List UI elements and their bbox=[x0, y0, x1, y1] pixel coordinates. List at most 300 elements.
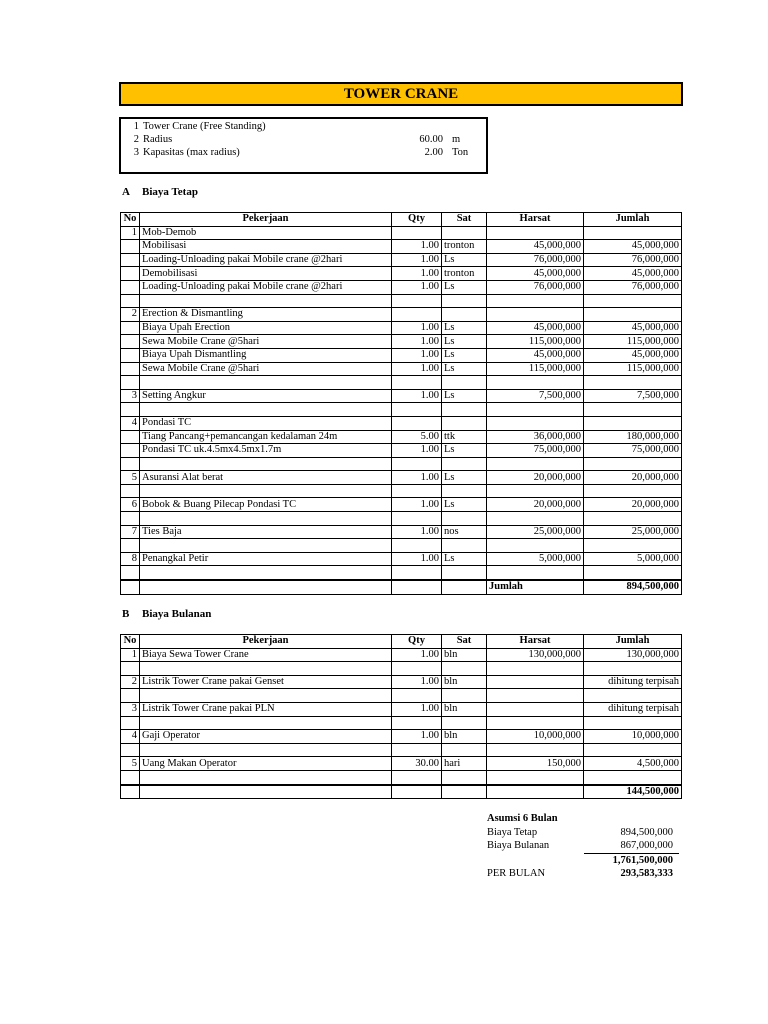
table-row bbox=[121, 430, 682, 444]
table-row bbox=[121, 348, 682, 362]
summary-title-row bbox=[487, 812, 679, 826]
cell-jumlah bbox=[584, 689, 682, 703]
total-value: 144,500,000 bbox=[584, 785, 682, 799]
table-total-row bbox=[121, 580, 682, 594]
header-sat: Sat bbox=[442, 213, 487, 227]
cell-pek: Pondasi TC uk.4.5mx4.5mx1.7m bbox=[140, 444, 392, 458]
cell-qty: 5.00 bbox=[392, 430, 442, 444]
cell-no: 8 bbox=[121, 552, 140, 566]
cell-jumlah: dihitung terpisah bbox=[584, 702, 682, 716]
cell-pek bbox=[140, 376, 392, 390]
table-row bbox=[121, 730, 682, 744]
cell-sat: Ls bbox=[442, 280, 487, 294]
crane-spec-box bbox=[119, 117, 488, 174]
total-blank-cell bbox=[121, 580, 140, 594]
spec-row bbox=[129, 120, 484, 133]
cell-harsat bbox=[487, 308, 584, 322]
cell-pek: Demobilisasi bbox=[140, 267, 392, 281]
cell-pek: Pondasi TC bbox=[140, 416, 392, 430]
header-no: No bbox=[121, 635, 140, 649]
total-blank-cell bbox=[140, 580, 392, 594]
cell-qty: 1.00 bbox=[392, 253, 442, 267]
cell-pek: Mobilisasi bbox=[140, 240, 392, 254]
cell-jumlah: 115,000,000 bbox=[584, 335, 682, 349]
cell-no bbox=[121, 539, 140, 553]
cell-sat: Ls bbox=[442, 389, 487, 403]
summary-label: Biaya Tetap bbox=[487, 826, 538, 838]
cell-no bbox=[121, 267, 140, 281]
cell-pek: Biaya Upah Dismantling bbox=[140, 348, 392, 362]
spec-text: Tower Crane (Free Standing) bbox=[143, 121, 266, 132]
cell-jumlah: 76,000,000 bbox=[584, 280, 682, 294]
table-row bbox=[121, 240, 682, 254]
cell-jumlah: 20,000,000 bbox=[584, 498, 682, 512]
cell-no bbox=[121, 770, 140, 784]
table-row bbox=[121, 321, 682, 335]
table-row bbox=[121, 457, 682, 471]
cell-sat: Ls bbox=[442, 335, 487, 349]
table-row bbox=[121, 389, 682, 403]
header-qty: Qty bbox=[392, 213, 442, 227]
cell-jumlah bbox=[584, 457, 682, 471]
cell-harsat: 10,000,000 bbox=[487, 730, 584, 744]
table-row bbox=[121, 552, 682, 566]
table-row bbox=[121, 648, 682, 662]
cell-qty: 1.00 bbox=[392, 444, 442, 458]
cell-harsat: 45,000,000 bbox=[487, 240, 584, 254]
cell-qty: 1.00 bbox=[392, 321, 442, 335]
cell-pek bbox=[140, 484, 392, 498]
section-a-label: Biaya Tetap bbox=[142, 186, 198, 198]
cell-sat: bln bbox=[442, 675, 487, 689]
cell-qty: 1.00 bbox=[392, 280, 442, 294]
total-label bbox=[487, 785, 584, 799]
cell-sat: bln bbox=[442, 730, 487, 744]
cell-pek: Loading-Unloading pakai Mobile crane @2hari bbox=[140, 280, 392, 294]
cell-qty: 1.00 bbox=[392, 552, 442, 566]
header-sat: Sat bbox=[442, 635, 487, 649]
cell-sat: Ls bbox=[442, 498, 487, 512]
cell-no bbox=[121, 484, 140, 498]
cell-qty bbox=[392, 308, 442, 322]
cell-no: 5 bbox=[121, 471, 140, 485]
cell-no bbox=[121, 376, 140, 390]
table-row bbox=[121, 335, 682, 349]
summary-total-row bbox=[487, 854, 679, 868]
cell-sat bbox=[442, 566, 487, 580]
cell-sat: nos bbox=[442, 525, 487, 539]
summary-value: 867,000,000 bbox=[620, 840, 673, 851]
cell-harsat bbox=[487, 539, 584, 553]
cell-pek: Uang Makan Operator bbox=[140, 757, 392, 771]
per-bulan-label: PER BULAN bbox=[487, 868, 546, 879]
cell-jumlah bbox=[584, 512, 682, 526]
cell-no bbox=[121, 280, 140, 294]
cell-harsat: 150,000 bbox=[487, 757, 584, 771]
cell-harsat bbox=[487, 743, 584, 757]
cell-harsat: 45,000,000 bbox=[487, 267, 584, 281]
cell-qty bbox=[392, 457, 442, 471]
spec-value: 60.00 bbox=[419, 134, 443, 145]
cell-pek bbox=[140, 294, 392, 308]
cell-sat bbox=[442, 716, 487, 730]
spec-no: 1 bbox=[133, 121, 139, 132]
cell-sat bbox=[442, 743, 487, 757]
cell-pek: Sewa Mobile Crane @5hari bbox=[140, 362, 392, 376]
table-total-row bbox=[121, 785, 682, 799]
cell-jumlah: 76,000,000 bbox=[584, 253, 682, 267]
cell-harsat: 130,000,000 bbox=[487, 648, 584, 662]
cell-qty: 1.00 bbox=[392, 525, 442, 539]
cell-no bbox=[121, 240, 140, 254]
cell-jumlah bbox=[584, 770, 682, 784]
cell-no: 1 bbox=[121, 648, 140, 662]
cell-jumlah bbox=[584, 539, 682, 553]
cell-qty: 1.00 bbox=[392, 702, 442, 716]
cell-sat bbox=[442, 539, 487, 553]
cell-jumlah: dihitung terpisah bbox=[584, 675, 682, 689]
table-row bbox=[121, 376, 682, 390]
cell-harsat bbox=[487, 416, 584, 430]
cell-harsat bbox=[487, 716, 584, 730]
cell-no bbox=[121, 662, 140, 676]
table-row bbox=[121, 512, 682, 526]
section-b-letter: B bbox=[122, 608, 130, 620]
cell-sat: bln bbox=[442, 702, 487, 716]
cell-harsat bbox=[487, 484, 584, 498]
cell-pek: Loading-Unloading pakai Mobile crane @2hari bbox=[140, 253, 392, 267]
cell-no bbox=[121, 294, 140, 308]
cell-sat bbox=[442, 403, 487, 417]
cell-jumlah bbox=[584, 226, 682, 240]
cell-jumlah: 45,000,000 bbox=[584, 348, 682, 362]
cell-jumlah bbox=[584, 376, 682, 390]
spec-row bbox=[129, 133, 484, 146]
table-row bbox=[121, 416, 682, 430]
cell-harsat: 115,000,000 bbox=[487, 362, 584, 376]
total-blank-cell bbox=[392, 785, 442, 799]
cell-jumlah: 45,000,000 bbox=[584, 267, 682, 281]
cell-qty bbox=[392, 539, 442, 553]
cell-jumlah bbox=[584, 484, 682, 498]
summary-label: Biaya Bulanan bbox=[487, 840, 550, 851]
cell-pek: Erection & Dismantling bbox=[140, 308, 392, 322]
cell-jumlah: 130,000,000 bbox=[584, 648, 682, 662]
cell-jumlah: 115,000,000 bbox=[584, 362, 682, 376]
cell-sat: Ls bbox=[442, 471, 487, 485]
cell-no bbox=[121, 335, 140, 349]
cell-pek: Gaji Operator bbox=[140, 730, 392, 744]
cell-qty: 1.00 bbox=[392, 389, 442, 403]
cell-no bbox=[121, 689, 140, 703]
cell-harsat: 7,500,000 bbox=[487, 389, 584, 403]
cell-no bbox=[121, 362, 140, 376]
cell-no bbox=[121, 716, 140, 730]
cell-qty bbox=[392, 743, 442, 757]
header-harsat: Harsat bbox=[487, 635, 584, 649]
cell-qty: 1.00 bbox=[392, 498, 442, 512]
summary-row bbox=[487, 839, 679, 854]
header-pekerjaan: Pekerjaan bbox=[140, 213, 392, 227]
cell-pek bbox=[140, 512, 392, 526]
cell-sat: tronton bbox=[442, 240, 487, 254]
table-row bbox=[121, 662, 682, 676]
cell-qty: 1.00 bbox=[392, 348, 442, 362]
cell-harsat: 25,000,000 bbox=[487, 525, 584, 539]
cell-jumlah: 45,000,000 bbox=[584, 240, 682, 254]
header-jumlah: Jumlah bbox=[584, 213, 682, 227]
table-row bbox=[121, 689, 682, 703]
cell-pek: Bobok & Buang Pilecap Pondasi TC bbox=[140, 498, 392, 512]
cell-pek bbox=[140, 770, 392, 784]
spec-no: 3 bbox=[133, 147, 139, 158]
cell-jumlah: 25,000,000 bbox=[584, 525, 682, 539]
cell-harsat: 20,000,000 bbox=[487, 498, 584, 512]
cell-no bbox=[121, 403, 140, 417]
section-b-label: Biaya Bulanan bbox=[142, 608, 212, 620]
cell-no bbox=[121, 321, 140, 335]
cell-no: 7 bbox=[121, 525, 140, 539]
cell-harsat bbox=[487, 770, 584, 784]
cell-qty: 1.00 bbox=[392, 362, 442, 376]
cell-harsat: 115,000,000 bbox=[487, 335, 584, 349]
total-blank-cell bbox=[392, 580, 442, 594]
cell-no bbox=[121, 253, 140, 267]
cell-qty bbox=[392, 376, 442, 390]
cell-harsat: 20,000,000 bbox=[487, 471, 584, 485]
cell-no bbox=[121, 512, 140, 526]
cell-qty bbox=[392, 689, 442, 703]
table-row bbox=[121, 525, 682, 539]
table-row bbox=[121, 702, 682, 716]
summary-per-bulan-row bbox=[487, 867, 679, 881]
cell-qty: 1.00 bbox=[392, 675, 442, 689]
cell-qty bbox=[392, 566, 442, 580]
cell-no: 1 bbox=[121, 226, 140, 240]
cell-sat bbox=[442, 770, 487, 784]
cell-harsat: 75,000,000 bbox=[487, 444, 584, 458]
table-row bbox=[121, 539, 682, 553]
cell-qty bbox=[392, 294, 442, 308]
page-title: TOWER CRANE bbox=[119, 82, 683, 106]
cell-qty: 1.00 bbox=[392, 730, 442, 744]
cell-jumlah: 5,000,000 bbox=[584, 552, 682, 566]
spec-row bbox=[129, 146, 484, 159]
cell-pek bbox=[140, 716, 392, 730]
cell-harsat: 45,000,000 bbox=[487, 348, 584, 362]
cell-jumlah bbox=[584, 403, 682, 417]
cell-no: 3 bbox=[121, 389, 140, 403]
cell-pek bbox=[140, 662, 392, 676]
table-row bbox=[121, 267, 682, 281]
header-jumlah: Jumlah bbox=[584, 635, 682, 649]
biaya-tetap-table bbox=[120, 212, 682, 595]
cell-harsat bbox=[487, 566, 584, 580]
cell-jumlah: 7,500,000 bbox=[584, 389, 682, 403]
cell-sat bbox=[442, 376, 487, 390]
cell-pek: Tiang Pancang+pemancangan kedalaman 24m bbox=[140, 430, 392, 444]
cell-qty: 1.00 bbox=[392, 648, 442, 662]
summary-row bbox=[487, 826, 679, 840]
cell-qty bbox=[392, 512, 442, 526]
header-qty: Qty bbox=[392, 635, 442, 649]
cell-qty bbox=[392, 403, 442, 417]
cell-jumlah bbox=[584, 416, 682, 430]
cell-sat: Ls bbox=[442, 253, 487, 267]
cell-harsat bbox=[487, 675, 584, 689]
cell-sat bbox=[442, 294, 487, 308]
cell-harsat: 76,000,000 bbox=[487, 253, 584, 267]
cell-pek: Biaya Upah Erection bbox=[140, 321, 392, 335]
biaya-bulanan-table bbox=[120, 634, 682, 799]
cell-jumlah: 4,500,000 bbox=[584, 757, 682, 771]
header-harsat: Harsat bbox=[487, 213, 584, 227]
cell-harsat bbox=[487, 662, 584, 676]
cell-pek bbox=[140, 403, 392, 417]
cell-jumlah bbox=[584, 308, 682, 322]
table-row bbox=[121, 566, 682, 580]
cell-pek bbox=[140, 457, 392, 471]
cell-harsat bbox=[487, 689, 584, 703]
cell-no: 6 bbox=[121, 498, 140, 512]
summary-title: Asumsi 6 Bulan bbox=[487, 813, 558, 824]
table-row bbox=[121, 498, 682, 512]
cell-harsat bbox=[487, 403, 584, 417]
total-blank-cell bbox=[121, 785, 140, 799]
table-row bbox=[121, 253, 682, 267]
cell-sat bbox=[442, 484, 487, 498]
summary-block bbox=[487, 812, 679, 881]
cell-qty: 1.00 bbox=[392, 471, 442, 485]
cell-no: 4 bbox=[121, 730, 140, 744]
cell-pek: Sewa Mobile Crane @5hari bbox=[140, 335, 392, 349]
cell-sat: Ls bbox=[442, 348, 487, 362]
cell-sat bbox=[442, 226, 487, 240]
cell-jumlah bbox=[584, 743, 682, 757]
table-row bbox=[121, 308, 682, 322]
cell-pek: Penangkal Petir bbox=[140, 552, 392, 566]
cell-qty bbox=[392, 662, 442, 676]
cell-harsat: 45,000,000 bbox=[487, 321, 584, 335]
table-row bbox=[121, 675, 682, 689]
cell-jumlah bbox=[584, 662, 682, 676]
cell-no bbox=[121, 566, 140, 580]
cell-jumlah: 45,000,000 bbox=[584, 321, 682, 335]
cell-pek: Mob-Demob bbox=[140, 226, 392, 240]
summary-value: 894,500,000 bbox=[620, 826, 673, 838]
cell-harsat bbox=[487, 294, 584, 308]
cell-pek: Listrik Tower Crane pakai Genset bbox=[140, 675, 392, 689]
cell-sat: Ls bbox=[442, 321, 487, 335]
cell-harsat: 76,000,000 bbox=[487, 280, 584, 294]
cell-harsat bbox=[487, 376, 584, 390]
table-row bbox=[121, 226, 682, 240]
cell-sat: ttk bbox=[442, 430, 487, 444]
cell-harsat bbox=[487, 512, 584, 526]
cell-jumlah: 180,000,000 bbox=[584, 430, 682, 444]
cell-no: 2 bbox=[121, 308, 140, 322]
total-blank-cell bbox=[140, 785, 392, 799]
cell-sat bbox=[442, 662, 487, 676]
cell-pek bbox=[140, 566, 392, 580]
cell-jumlah: 10,000,000 bbox=[584, 730, 682, 744]
section-a-letter: A bbox=[122, 186, 130, 198]
table-row bbox=[121, 294, 682, 308]
cell-harsat: 5,000,000 bbox=[487, 552, 584, 566]
cell-qty bbox=[392, 484, 442, 498]
cell-no bbox=[121, 743, 140, 757]
total-label: Jumlah bbox=[487, 580, 584, 594]
cell-harsat bbox=[487, 702, 584, 716]
cell-sat: Ls bbox=[442, 552, 487, 566]
table-row bbox=[121, 770, 682, 784]
cell-jumlah bbox=[584, 294, 682, 308]
cell-harsat bbox=[487, 457, 584, 471]
spec-text: Kapasitas (max radius) bbox=[143, 147, 240, 158]
cell-no: 2 bbox=[121, 675, 140, 689]
table-row bbox=[121, 403, 682, 417]
cell-sat: bln bbox=[442, 648, 487, 662]
cell-sat bbox=[442, 689, 487, 703]
table-row bbox=[121, 484, 682, 498]
cell-sat bbox=[442, 308, 487, 322]
cell-jumlah: 75,000,000 bbox=[584, 444, 682, 458]
cell-jumlah bbox=[584, 716, 682, 730]
cell-qty: 1.00 bbox=[392, 240, 442, 254]
cell-sat bbox=[442, 512, 487, 526]
summary-total: 1,761,500,000 bbox=[612, 854, 673, 866]
table-row bbox=[121, 444, 682, 458]
cell-no: 3 bbox=[121, 702, 140, 716]
cell-pek: Listrik Tower Crane pakai PLN bbox=[140, 702, 392, 716]
spec-value: 2.00 bbox=[424, 147, 443, 158]
cell-harsat: 36,000,000 bbox=[487, 430, 584, 444]
header-no: No bbox=[121, 213, 140, 227]
cell-no: 4 bbox=[121, 416, 140, 430]
table-row bbox=[121, 757, 682, 771]
cell-sat: Ls bbox=[442, 362, 487, 376]
table-header-row bbox=[121, 635, 682, 649]
cell-sat bbox=[442, 457, 487, 471]
cell-qty bbox=[392, 226, 442, 240]
spec-text: Radius bbox=[143, 134, 173, 145]
cell-qty: 1.00 bbox=[392, 267, 442, 281]
cell-pek bbox=[140, 689, 392, 703]
cell-no: 5 bbox=[121, 757, 140, 771]
cell-no bbox=[121, 457, 140, 471]
cell-qty bbox=[392, 416, 442, 430]
total-value: 894,500,000 bbox=[584, 580, 682, 594]
table-row bbox=[121, 280, 682, 294]
cell-harsat bbox=[487, 226, 584, 240]
cell-no bbox=[121, 348, 140, 362]
cell-pek bbox=[140, 743, 392, 757]
header-pekerjaan: Pekerjaan bbox=[140, 635, 392, 649]
total-blank-cell bbox=[442, 785, 487, 799]
cell-pek: Setting Angkur bbox=[140, 389, 392, 403]
cell-jumlah: 20,000,000 bbox=[584, 471, 682, 485]
cell-sat: hari bbox=[442, 757, 487, 771]
cell-no bbox=[121, 430, 140, 444]
cell-pek: Ties Baja bbox=[140, 525, 392, 539]
per-bulan-value: 293,583,333 bbox=[620, 868, 673, 879]
cell-qty: 1.00 bbox=[392, 335, 442, 349]
total-blank-cell bbox=[442, 580, 487, 594]
cell-pek bbox=[140, 539, 392, 553]
spec-unit: m bbox=[452, 134, 461, 145]
cell-qty bbox=[392, 716, 442, 730]
cell-sat: tronton bbox=[442, 267, 487, 281]
